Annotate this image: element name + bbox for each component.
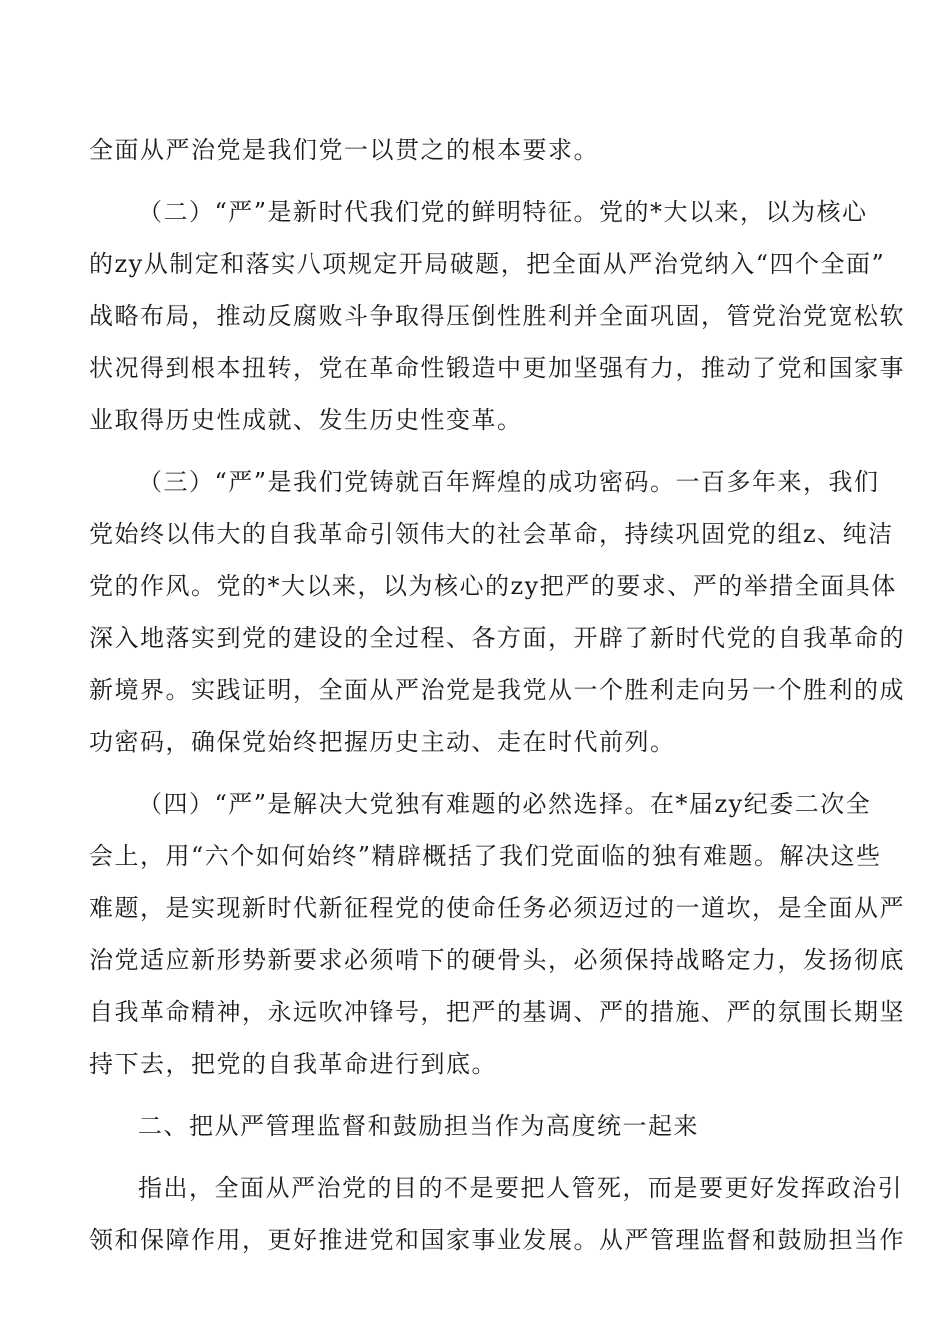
text-line: （四）“严”是解决大党独有难题的必然选择。在*届zy纪委二次全 <box>138 790 872 818</box>
text-line: 业取得历史性成就、发生历史性变革。 <box>89 406 523 434</box>
text-line: 新境界。实践证明，全面从严治党是我党从一个胜利走向另一个胜利的成 <box>89 676 905 704</box>
text-line: 的zy从制定和落实八项规定开局破题，把全面从严治党纳入“四个全面” <box>89 250 886 278</box>
section-heading <box>89 1100 864 1152</box>
text-line: （三）“严”是我们党铸就百年辉煌的成功密码。一百多年来，我们 <box>138 468 880 496</box>
text-line: 深入地落实到党的建设的全过程、各方面，开辟了新时代党的自我革命的 <box>89 624 905 652</box>
text-line: 难题，是实现新时代新征程党的使命任务必须迈过的一道坎，是全面从严 <box>89 894 905 922</box>
text-line: 党的作风。党的*大以来，以为核心的zy把严的要求、严的举措全面具体 <box>89 572 897 600</box>
paragraph <box>89 456 905 768</box>
text-line: 全面从严治党是我们党一以贯之的根本要求。 <box>89 136 599 164</box>
text-line: 状况得到根本扭转，党在革命性锻造中更加坚强有力，推动了党和国家事 <box>89 354 905 382</box>
text-line: 自我革命精神，永远吹冲锋号，把严的基调、严的措施、严的氛围长期坚 <box>89 998 905 1026</box>
text-line: 领和保障作用，更好推进党和国家事业发展。从严管理监督和鼓励担当作 <box>89 1226 905 1254</box>
text-line: 战略布局，推动反腐败斗争取得压倒性胜利并全面巩固，管党治党宽松软 <box>89 302 905 330</box>
text-line: 治党适应新形势新要求必须啃下的硬骨头，必须保持战略定力，发扬彻底 <box>89 946 905 974</box>
text-line: 党始终以伟大的自我革命引领伟大的社会革命，持续巩固党的组z、纯洁 <box>89 520 894 548</box>
paragraph <box>89 124 864 176</box>
paragraph <box>89 1162 905 1266</box>
text-line: 持下去，把党的自我革命进行到底。 <box>89 1050 497 1078</box>
text-line: （二）“严”是新时代我们党的鲜明特征。党的*大以来，以为核心 <box>138 198 868 226</box>
paragraph <box>89 186 905 446</box>
heading-text: 二、把从严管理监督和鼓励担当作为高度统一起来 <box>138 1112 699 1140</box>
text-line: 功密码，确保党始终把握历史主动、走在时代前列。 <box>89 728 676 756</box>
paragraph <box>89 778 905 1090</box>
text-line: 会上，用“六个如何始终”精辟概括了我们党面临的独有难题。解决这些 <box>89 842 882 870</box>
text-line: 指出，全面从严治党的目的不是要把人管死，而是要更好发挥政治引 <box>138 1174 903 1202</box>
document-page <box>89 124 905 1266</box>
